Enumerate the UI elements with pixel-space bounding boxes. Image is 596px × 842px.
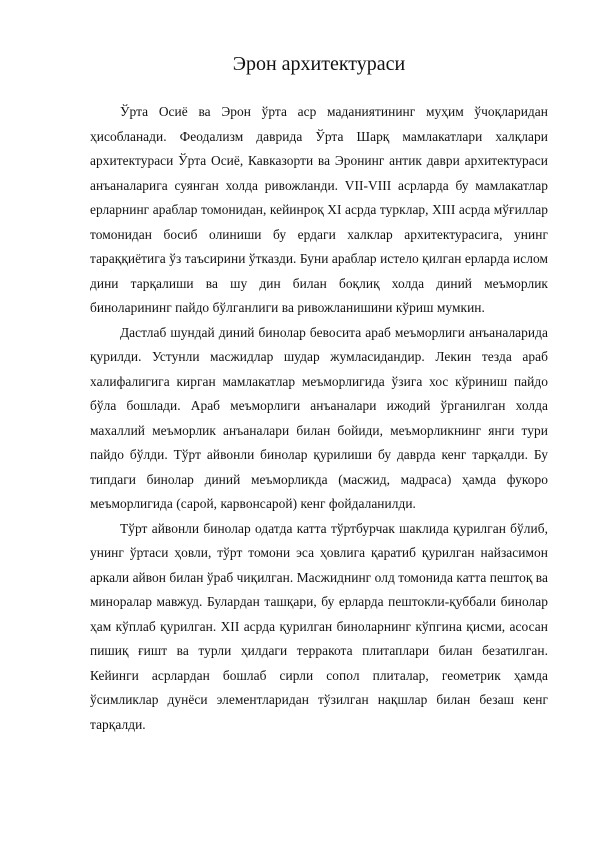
paragraph-3: Тўрт айвонли бинолар одатда катта тўртбурчак шаклида қурилган бўлиб, унинг ўртаси ҳовли, тўрт томони эса ҳовлига қаратиб қурилган найзасимон аркали айвон билан ўраб чиқилган. Масжиднинг олд томонида катта пештоқ ва миноралар мавжуд. Булардан ташқари, бу ерларда пештокли-қуббали бинолар ҳам кўплаб қурилган. XII асрда қурилган биноларнинг кўпгина қисми, асосан пишиқ ғишт ва турли ҳилдаги терракота плитаплари билан безатилган. Кейинги асрлардан бошлаб сирли сопол плиталар, геометрик ҳамда ўсимликлар дунёси элементларидан тўзилган нақшлар билан безаш кенг тарқалди. [90, 520, 548, 732]
page-title: Эрон архитектураси [232, 53, 406, 75]
paragraph-2: Дастлаб шундай диний бинолар бевосита араб меъморлиги анъаналарида қурилди. Устунли масжидлар шудар жумласидандир. Лекин тезда араб халифалигига кирган мамлакатлар меъморлигида ўзига хос кўриниш пайдо бўла бошлади. Араб меъморлиги анъаналари ижодий ўрганилган холда махаллий меъморлик анъаналари билан бойиди, меъморликнинг янги тури пайдо бўлди. Тўрт айвонли бинолар қурилиши бу даврда кенг тарқалди. Бу типдаги бинолар диний меъморликда (масжид, мадраса) ҳамда фукоро меъморлигида (сарой, карвонсарой) кенг фойдаланилди. [90, 324, 548, 511]
paragraph-1: Ўрта Осиё ва Эрон ўрта аср маданиятининг муҳим ўчоқларидан ҳисобланади. Феодализм даврида Ўрта Шарқ мамлакатлари халқлари архитектураси Ўрта Осиё, Кавказорти ва Эронинг антик даври архитектураси анъаналарига суянган холда ривожланди. VII-VIII асрларда бу мамлакатлар ерларнинг араблар томонидан, кейинроқ XI асрда турклар, XIII асрда мўғиллар томонидан босиб олиниши бу ердаги халклар архитектурасига, унинг тараққиётига ўз таъсирини ўтказди. Буни араблар истело қилган ерларда ислом дини тарқалиши ва шу дин билан боқлиқ холда диний меъморлик биноларининг пайдо бўлганлиги ва ривожланишини кўриш мумкин. [90, 104, 548, 315]
